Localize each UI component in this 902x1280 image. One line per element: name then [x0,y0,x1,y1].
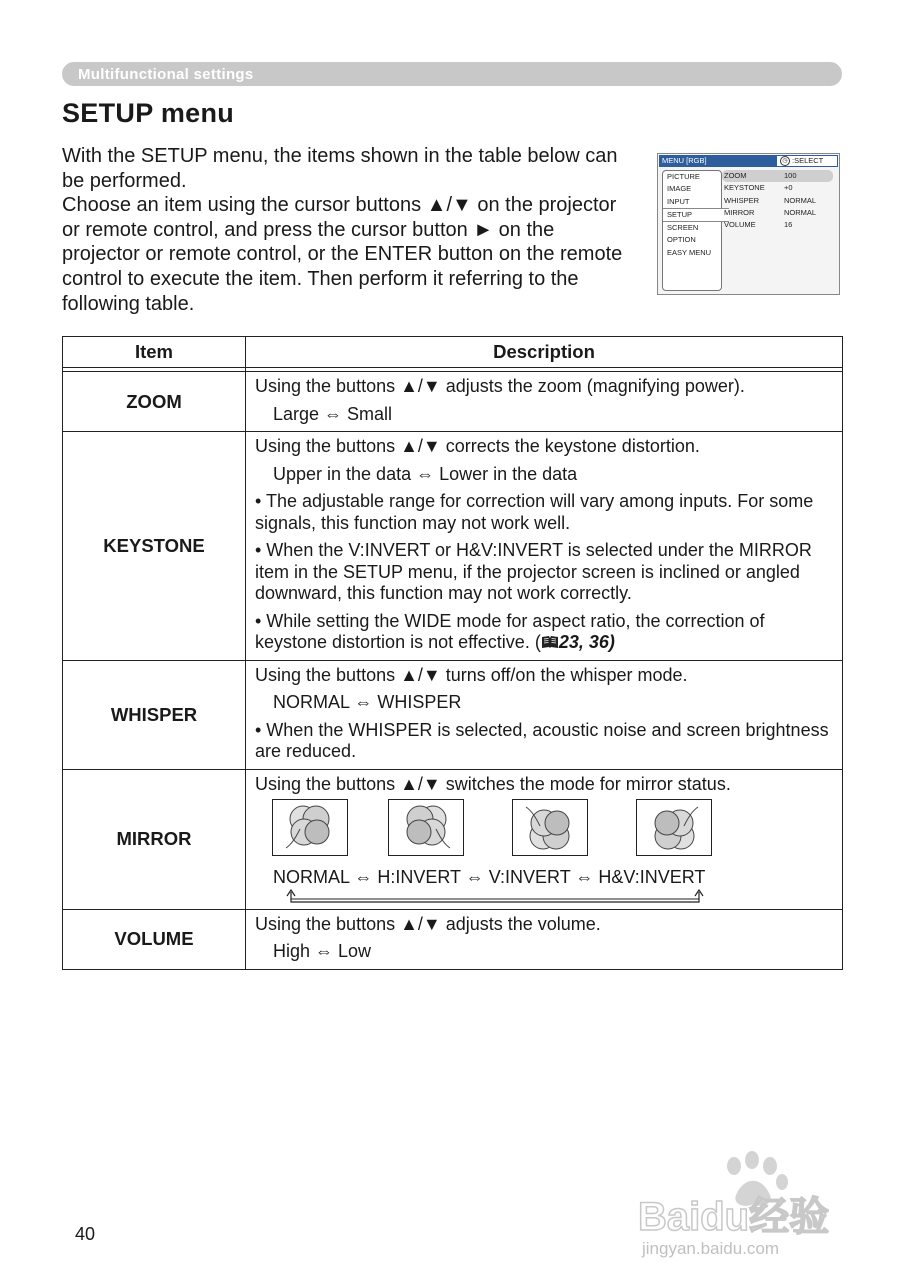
column-header-description: Description [246,337,843,368]
table-row-whisper [63,660,843,769]
item-description: Using the buttons ▲/▼ adjusts the volume. High ⇔ Low [246,909,843,969]
osd-setting-row: ZOOM 100 [722,170,833,182]
intro-paragraph-1: With the SETUP menu, the items shown in the table below can be performed. [62,145,618,192]
page-number: 40 [75,1224,96,1244]
osd-menu-item: EASY MENU [667,247,712,257]
table-row-zoom [63,372,843,432]
osd-menu-item: IMAGE [667,184,692,194]
table-header-row [63,337,843,368]
table-row-volume [63,909,843,969]
osd-menu-item: SCREEN [667,223,699,233]
osd-select-hint: ◷ :SELECT [777,156,837,166]
setup-items-table [62,336,843,970]
item-name: VOLUME [63,909,246,969]
item-description: Using the buttons ▲/▼ adjusts the zoom (magnifying power). Large ⇔ Small [246,372,843,432]
book-reference-icon [541,635,559,649]
osd-menu-screenshot [657,153,840,295]
mirror-h-invert-figure [388,799,464,856]
osd-settings-list [722,170,837,231]
osd-menu-item: INPUT [667,196,690,206]
mirror-normal-figure [272,799,348,856]
baidu-jingyan-watermark [636,1150,846,1260]
table-row-keystone [63,432,843,661]
osd-title: MENU [RGB] [662,156,707,165]
section-label: Multifunctional settings [78,66,254,83]
osd-menu-list [662,170,722,291]
osd-setting-row: VOLUME 16 [724,220,793,230]
osd-setting-row: MIRROR NORMAL [724,207,817,217]
item-description: Using the buttons ▲/▼ turns off/on the whisper mode. NORMAL ⇔ WHISPER • When the WHISPER is selected, acoustic noise and screen brightness are reduced. [246,660,843,769]
column-header-item: Item [63,337,246,368]
table-row-mirror [63,769,843,909]
mirror-mode-figures [255,799,836,865]
page-title: SETUP menu [62,98,235,128]
item-name: ZOOM [63,372,246,432]
osd-setting-row: KEYSTONE +0 [724,183,793,193]
item-name: WHISPER [63,660,246,769]
watermark-brand: Baidu经验 [638,1195,830,1239]
remote-button-icon: ◷ [780,156,790,166]
watermark-url: jingyan.baidu.com [642,1239,780,1258]
item-name: KEYSTONE [63,432,246,661]
osd-setting-row: WHISPER NORMAL [724,195,817,205]
item-name: MIRROR [63,769,246,909]
item-description: Using the buttons ▲/▼ switches the mode for mirror status. NORMAL ⇔ H:INVERT ⇔ V:INVERT ⇔ H&V:INVERT [246,769,843,909]
intro-paragraph-2: Choose an item using the cursor buttons ▲/▼ on the projector or remote control, and press the cursor button ► on the projector or remote control, or the ENTER button on the remote control to execute the item. Then perform it referring to the following table. [62,194,623,315]
osd-title-bar [659,155,838,167]
mirror-mode-sequence: NORMAL ⇔ H:INVERT ⇔ V:INVERT ⇔ H&V:INVERT [273,867,706,887]
intro-text [62,144,632,316]
osd-menu-item-active: SETUP [663,208,729,222]
item-description: Using the buttons ▲/▼ corrects the keystone distortion. Upper in the data ⇔ Lower in the data • The adjustable range for correction will vary among inputs. For some signals, this function may not work well. • When the V:INVERT or H&V:INVERT is selected under the MIRROR item in the SETUP menu, if the projector screen is inclined or angled downward, this function may not work correctly. • While setting the WIDE mode for aspect ratio, the correction of keystone distortion is not effective. ( 23, 36) [246,432,843,661]
cycle-return-arrow [283,889,707,905]
mirror-v-invert-figure [512,799,588,856]
osd-menu-item: OPTION [667,235,696,245]
osd-menu-item: PICTURE [667,172,700,181]
mirror-hv-invert-figure [636,799,712,856]
section-header-bar [62,62,842,86]
